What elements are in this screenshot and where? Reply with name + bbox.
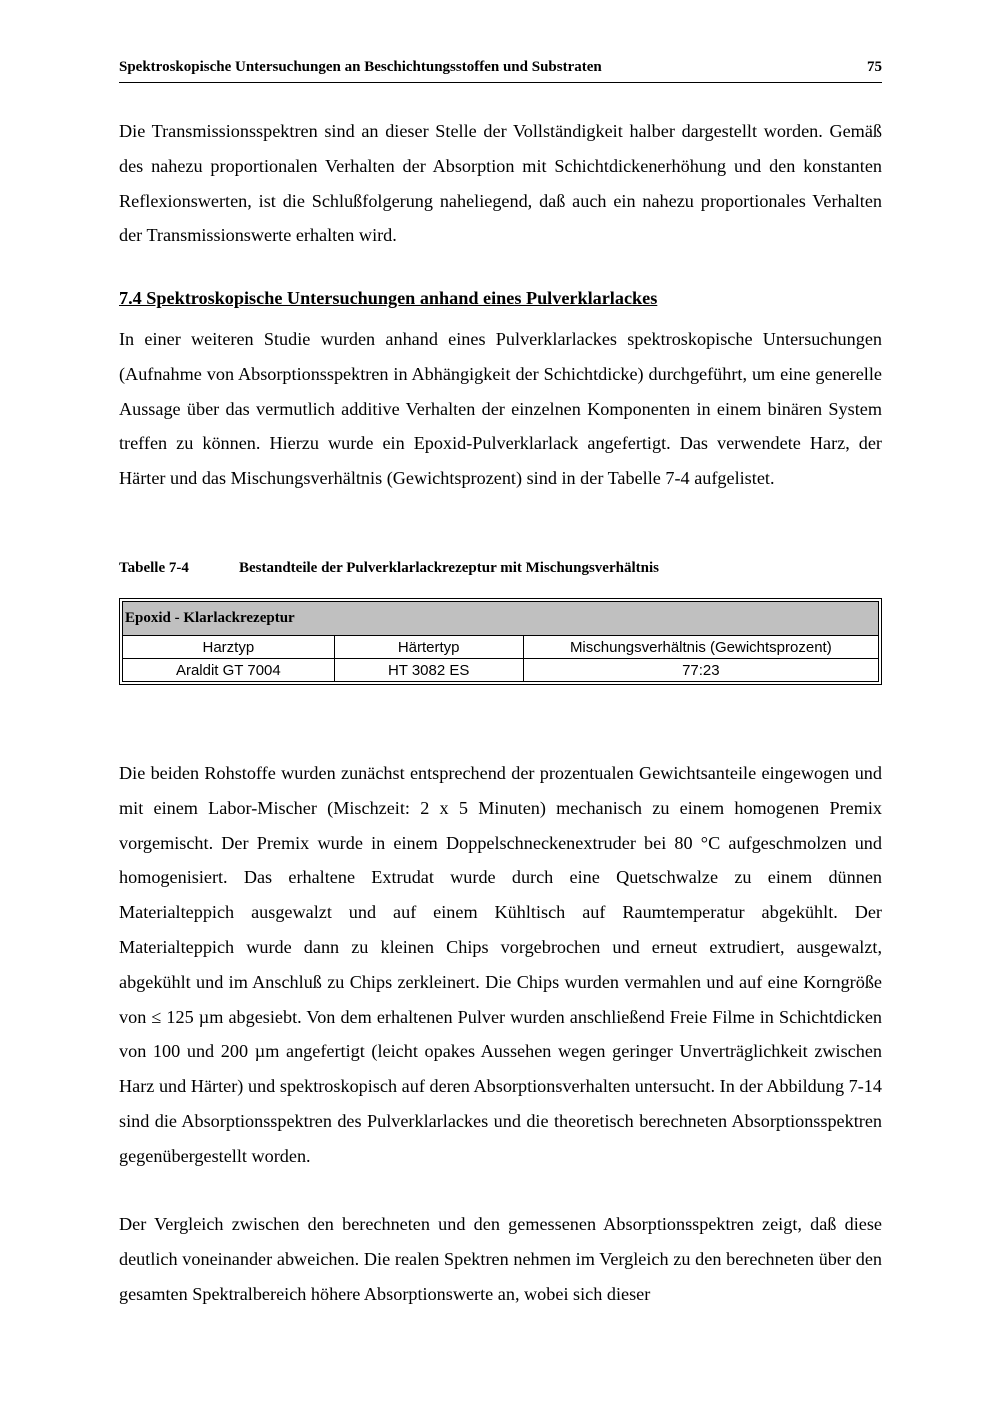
table-row [123,659,879,682]
recipe-table [119,598,882,685]
column-header-harztyp: Harztyp [123,636,335,659]
paragraph-preparation: Die beiden Rohstoffe wurden zunächst entsprechend der prozentualen Gewichtsanteile eingewogen und mit einem Labor-Mischer (Mischzeit: 2 x 5 Minuten) mechanisch zu einem homogenen Premix vorgemischt. Der Premix wurde in einem Doppelschneckenextruder bei 80 °C aufgeschmolzen und homogenisiert. Das erhaltene Extrudat wurde durch eine Quetschwalze zu einem dünnen Materialteppich ausgewalzt und auf einem Kühltisch auf Raumtemperatur abgekühlt. Der Materialteppich wurde dann zu kleinen Chips vorgebrochen und erneut extrudiert, ausgewalzt, abgekühlt und im Anschluß zu Chips zerkleinert. Die Chips wurden vermahlen und auf eine Korngröße von ≤ 125 µm abgesiebt. Von dem erhaltenen Pulver wurden anschließend Freie Filme in Schichtdicken von 100 und 200 µm angefertigt (leicht opakes Aussehen wegen geringer Unverträglichkeit zwischen Harz und Härter) und spektroskopisch auf deren Absorptionsverhalten untersucht. In der Abbildung 7-14 sind die Absorptionsspektren des Pulverklarlackes und die theoretisch berechneten Absorptionsspektren gegenübergestellt worden. [119,763,882,1166]
header-rule [119,82,882,83]
table-caption-title: Bestandteile der Pulverklarlackrezeptur mit Mischungsverhältnis [239,560,659,576]
paragraph-comparison: Der Vergleich zwischen den berechneten und den gemessenen Absorptionsspektren zeigt, daß diese deutlich voneinander abweichen. Die realen Spektren nehmen im Vergleich zu den berechneten über den gesamten Spektralbereich höhere Absorptionswerte an, wobei sich dieser [119,1214,882,1304]
header-title: Spektroskopische Untersuchungen an Beschichtungsstoffen und Substraten [119,59,602,75]
table-caption [119,560,882,577]
paragraph-transmission: Die Transmissionsspektren sind an dieser Stelle der Vollständigkeit halber dargestellt worden. Gemäß des nahezu proportionalen Verhalten der Absorption mit Schichtdickenerhöhung und den konstanten Reflexionswerten, ist die Schlußfolgerung naheliegend, daß auch ein nahezu proportionales Verhalten der Transmissionswerte erhalten wird. [119,121,882,246]
cell-mischungsverhaeltnis: 77:23 [523,659,878,682]
column-header-mischungsverhaeltnis: Mischungsverhältnis (Gewichtsprozent) [523,636,878,659]
cell-harztyp: Araldit GT 7004 [123,659,335,682]
section-heading: 7.4 Spektroskopische Untersuchungen anhand eines Pulverklarlackes [119,288,658,308]
page-number: 75 [867,59,882,75]
table-caption-label: Tabelle 7-4 [119,560,189,576]
cell-haertertyp: HT 3082 ES [334,659,523,682]
table-title: Epoxid - Klarlackrezeptur [123,602,879,636]
column-header-haertertyp: Härtertyp [334,636,523,659]
table-header-row [123,636,879,659]
paragraph-study: In einer weiteren Studie wurden anhand eines Pulverklarlackes spektroskopische Untersuchungen (Aufnahme von Absorptionsspektren in Abhängigkeit der Schichtdicke) durchgeführt, um eine generelle Aussage über das vermutlich additive Verhalten der einzelnen Komponenten in einem binären System treffen zu können. Hierzu wurde ein Epoxid-Pulverklarlack angefertigt. Das verwendete Harz, der Härter und das Mischungsverhältnis (Gewichtsprozent) sind in der Tabelle 7-4 aufgelistet. [119,329,882,489]
running-header [119,59,882,76]
